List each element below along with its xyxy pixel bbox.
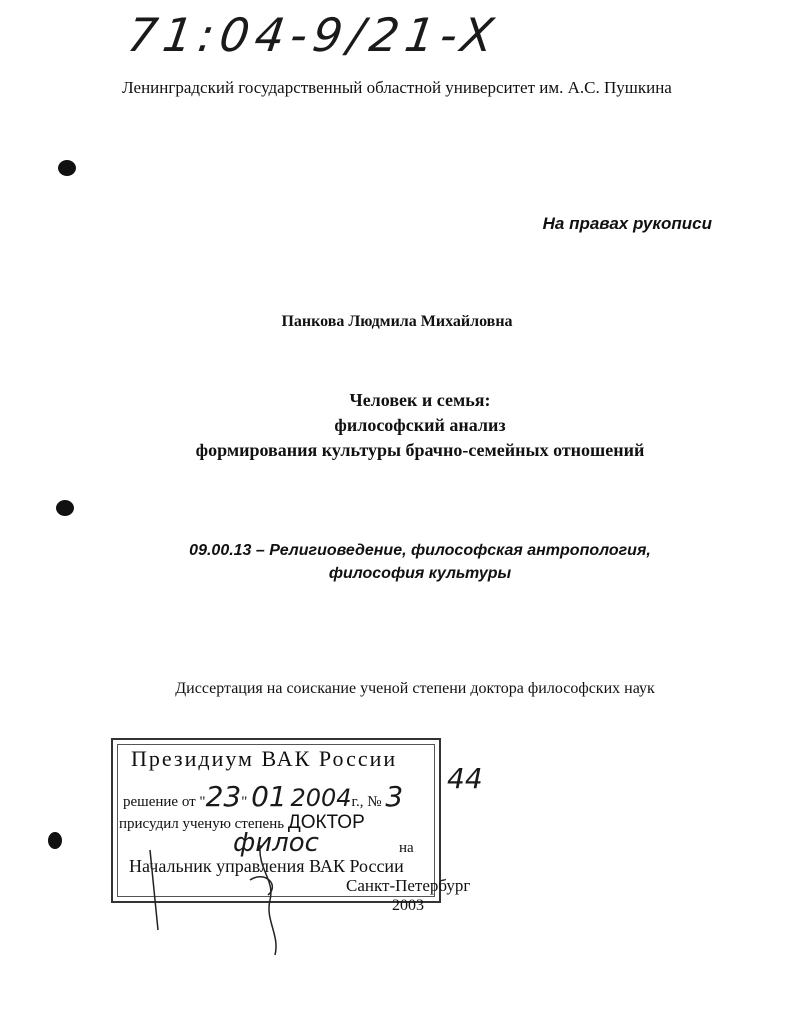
year: 2003 <box>392 897 424 914</box>
dissertation-title <box>0 388 794 463</box>
scan-mark <box>58 160 76 176</box>
stamp-degree-word: ДОКТОР <box>287 812 365 833</box>
archive-number: 71:04-9/21-X <box>124 8 503 62</box>
stamp-decision-year: 2004 <box>290 784 352 812</box>
stamp-official: Начальник управления ВАК России <box>129 856 404 876</box>
stamp-decision-num-label: г., № <box>351 794 382 810</box>
specialty-line: философия культуры <box>328 565 512 582</box>
stamp-decision-day: 23 <box>205 780 242 813</box>
title-line: Человек и семья: <box>349 390 491 410</box>
stamp-decision-prefix: решение от " <box>123 794 206 810</box>
stamp-decision-line: решение от "23" 01 2004г., № 3 <box>123 780 404 813</box>
stamp-header: Президиум ВАК России <box>131 746 398 771</box>
stamp-awarded-text: присудил ученую степень <box>119 816 285 832</box>
author-name: Панкова Людмила Михайловна <box>281 313 513 330</box>
stamp-science-suffix: на <box>399 840 414 856</box>
stamp-decision-number: 3 <box>385 780 404 813</box>
stamp-awarded-line <box>119 812 365 834</box>
signature <box>140 840 300 960</box>
specialty-code <box>0 539 794 585</box>
stamp-science-handwritten: филос <box>233 828 319 858</box>
city: Санкт-Петербург <box>346 876 471 895</box>
stamp-decision-suffix: 44 <box>447 762 483 795</box>
degree-statement: Диссертация на соискание ученой степени доктора философских наук <box>175 680 655 697</box>
scan-mark <box>56 500 74 516</box>
rights-notice: На правах рукописи <box>542 214 712 233</box>
title-line: философский анализ <box>334 415 506 435</box>
title-line: формирования культуры брачно-семейных отношений <box>195 440 645 460</box>
scan-mark <box>48 832 62 849</box>
university-name: Ленинградский государственный областной университет им. А.С. Пушкина <box>122 78 672 97</box>
stamp-decision-month: 01 <box>251 780 287 813</box>
specialty-line: 09.00.13 – Религиоведение, философская антропология, <box>189 542 651 559</box>
